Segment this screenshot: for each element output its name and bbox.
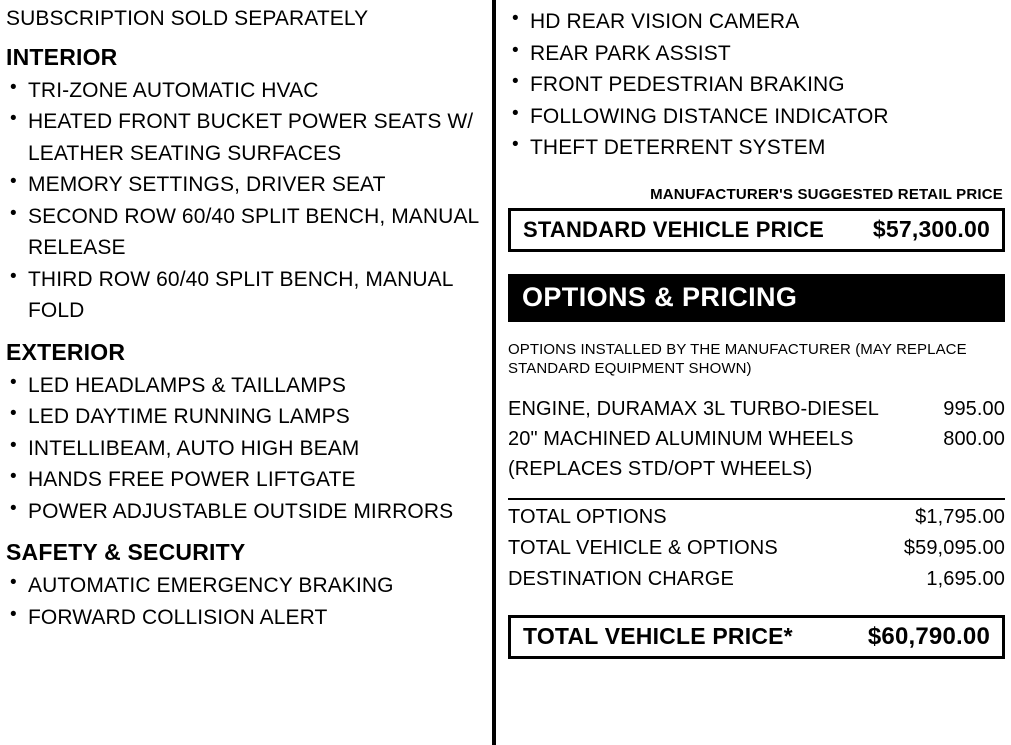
list-item <box>6 75 480 107</box>
safety-feature-list <box>6 570 480 633</box>
list-item <box>508 101 1005 133</box>
exterior-feature-list <box>6 370 480 528</box>
standard-vehicle-price-value: $57,300.00 <box>872 216 990 242</box>
feature-text: SECOND ROW 60/40 SPLIT BENCH, MANUAL RELEASE <box>28 204 479 260</box>
feature-text: FORWARD COLLISION ALERT <box>28 605 328 629</box>
feature-text: HD REAR VISION CAMERA <box>530 10 800 33</box>
option-amount: 800.00 <box>943 427 1005 450</box>
total-label: TOTAL VEHICLE & OPTIONS <box>508 536 778 559</box>
list-item <box>6 401 480 433</box>
total-amount: 1,695.00 <box>926 567 1005 590</box>
feature-text: POWER ADJUSTABLE OUTSIDE MIRRORS <box>28 499 454 523</box>
table-row <box>508 454 1005 484</box>
msrp-label: MANUFACTURER'S SUGGESTED RETAIL PRICE <box>650 185 1003 203</box>
total-vehicle-price-label: TOTAL VEHICLE PRICE* <box>523 623 793 650</box>
list-item <box>6 106 480 169</box>
list-item <box>508 38 1005 70</box>
list-item <box>6 169 480 201</box>
feature-text: FOLLOWING DISTANCE INDICATOR <box>530 104 889 128</box>
feature-text: THIRD ROW 60/40 SPLIT BENCH, MANUAL FOLD <box>28 267 453 323</box>
list-item <box>6 496 480 528</box>
option-name: (REPLACES STD/OPT WHEELS) <box>508 457 813 480</box>
table-row <box>508 564 1005 595</box>
total-vehicle-price-value: $60,790.00 <box>867 622 990 650</box>
list-item <box>6 370 480 402</box>
feature-text: HEATED FRONT BUCKET POWER SEATS W/ LEATHER SEATING SURFACES <box>28 110 474 165</box>
table-row <box>508 424 1005 454</box>
list-item <box>508 69 1005 101</box>
options-pricing-banner <box>508 274 1005 322</box>
feature-text: THEFT DETERRENT SYSTEM <box>530 136 826 159</box>
option-amount <box>923 454 1005 484</box>
totals-divider <box>508 498 1005 500</box>
feature-text: INTELLIBEAM, AUTO HIGH BEAM <box>28 436 360 460</box>
total-vehicle-price-box <box>508 615 1005 659</box>
total-label: TOTAL OPTIONS <box>508 505 667 528</box>
options-table <box>508 394 1005 484</box>
subscription-note: SUBSCRIPTION SOLD SEPARATELY <box>6 7 369 30</box>
list-item <box>508 6 1005 38</box>
interior-feature-list <box>6 75 480 327</box>
safety-feature-list-continued <box>508 0 1005 164</box>
list-item <box>6 464 480 496</box>
feature-text: TRI-ZONE AUTOMATIC HVAC <box>28 78 319 102</box>
option-name: 20" MACHINED ALUMINUM WHEELS <box>508 427 854 450</box>
section-heading-exterior: EXTERIOR <box>6 338 126 365</box>
list-item <box>6 570 480 602</box>
totals-table <box>508 502 1005 595</box>
feature-text: HANDS FREE POWER LIFTGATE <box>28 468 356 492</box>
right-column <box>496 0 1011 745</box>
section-heading-interior: INTERIOR <box>6 43 118 70</box>
total-amount: $59,095.00 <box>903 536 1005 559</box>
options-installed-note: OPTIONS INSTALLED BY THE MANUFACTURER (MAY REPLACE STANDARD EQUIPMENT SHOWN) <box>508 340 967 377</box>
feature-text: MEMORY SETTINGS, DRIVER SEAT <box>28 173 386 197</box>
feature-text: AUTOMATIC EMERGENCY BRAKING <box>28 574 394 598</box>
table-row <box>508 533 1005 564</box>
section-heading-safety-security: SAFETY & SECURITY <box>6 539 246 566</box>
standard-vehicle-price-box <box>508 208 1005 252</box>
options-pricing-banner-text: OPTIONS & PRICING <box>522 282 798 312</box>
list-item <box>6 264 480 327</box>
total-amount: $1,795.00 <box>915 505 1005 528</box>
list-item <box>508 132 1005 164</box>
option-name: ENGINE, DURAMAX 3L TURBO-DIESEL <box>508 397 879 420</box>
list-item <box>6 201 480 264</box>
left-column <box>0 0 492 745</box>
list-item <box>6 602 480 634</box>
table-row <box>508 502 1005 533</box>
list-item <box>6 433 480 465</box>
feature-text: REAR PARK ASSIST <box>530 41 731 65</box>
feature-text: FRONT PEDESTRIAN BRAKING <box>530 73 845 96</box>
table-row <box>508 394 1005 424</box>
option-amount: 995.00 <box>943 397 1005 420</box>
feature-text: LED DAYTIME RUNNING LAMPS <box>28 405 350 429</box>
feature-text: LED HEADLAMPS & TAILLAMPS <box>28 373 347 397</box>
total-label: DESTINATION CHARGE <box>508 567 734 590</box>
standard-vehicle-price-label: STANDARD VEHICLE PRICE <box>523 216 825 242</box>
